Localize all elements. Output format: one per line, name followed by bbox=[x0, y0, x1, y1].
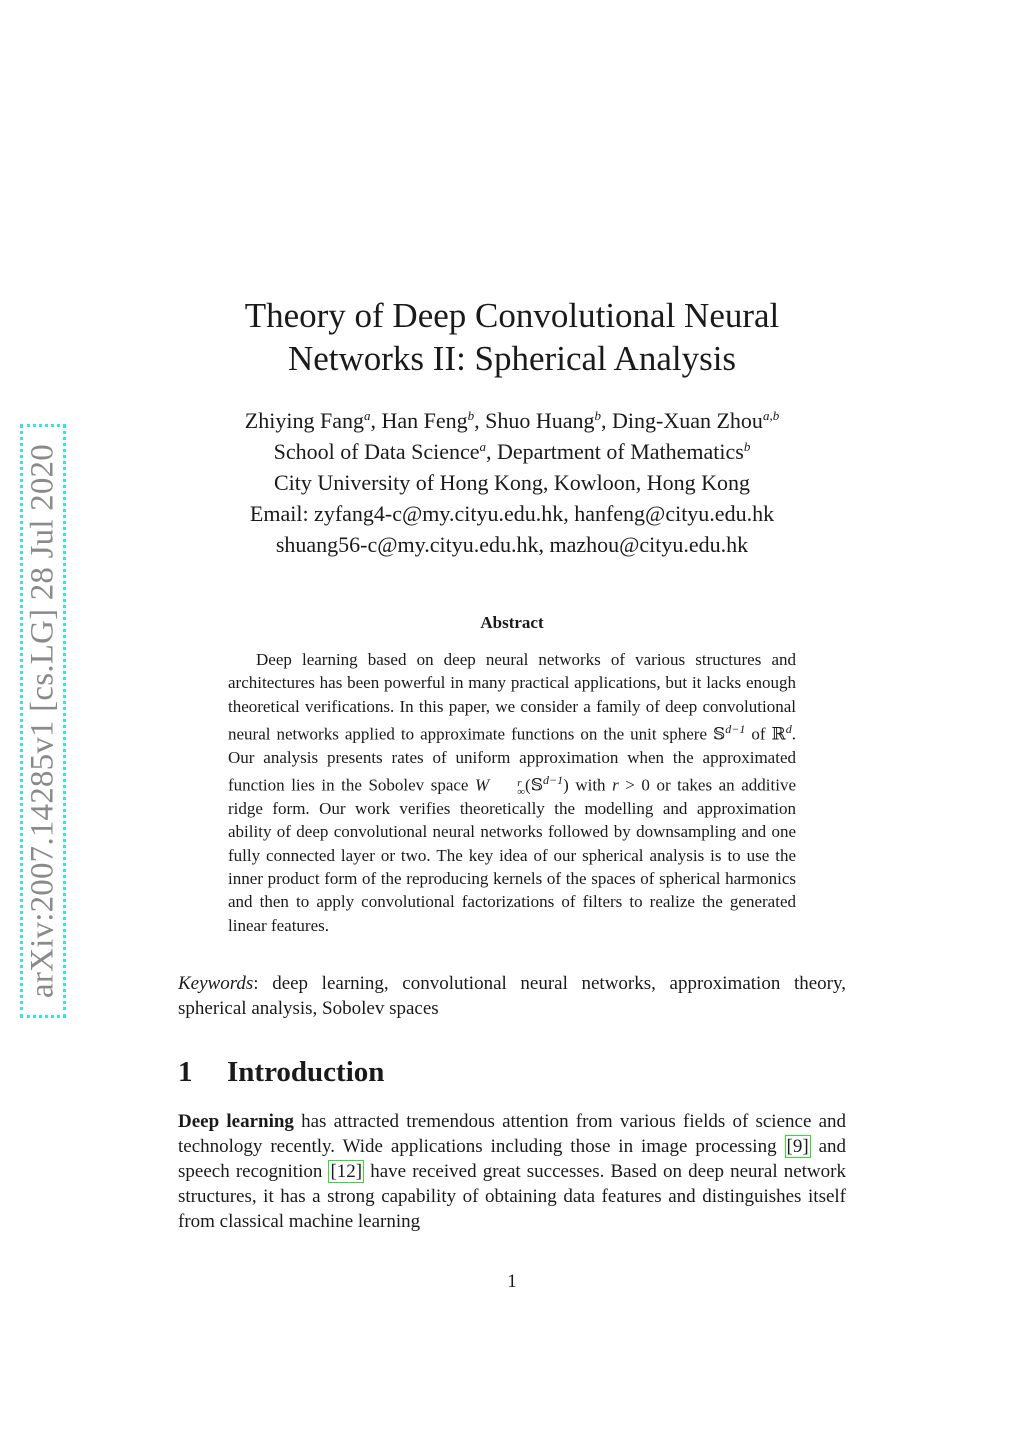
keywords-label: Keywords bbox=[178, 973, 254, 994]
abstract-heading: Abstract bbox=[480, 613, 544, 632]
title-line-2: Networks II: Spherical Analysis bbox=[287, 339, 737, 378]
page-number: 1 bbox=[507, 1271, 517, 1292]
math-real: ℝ bbox=[771, 724, 786, 744]
math-sphere: 𝕊 bbox=[713, 724, 726, 744]
title-line-1: Theory of Deep Convolutional Neural bbox=[244, 296, 780, 335]
email-line-1: Email: zyfang4-c@my.cityu.edu.hk, hanfeng@cityu.edu.hk bbox=[249, 501, 775, 526]
author-name: Ding-Xuan Zhou bbox=[612, 408, 763, 433]
school-data-science: School of Data Science bbox=[273, 439, 480, 464]
citation-link[interactable]: [9] bbox=[786, 1136, 809, 1157]
math-sobolev: W bbox=[475, 775, 490, 795]
section-title: Introduction bbox=[227, 1056, 385, 1088]
abstract-body: Deep learning based on deep neural networks of various structures and architectures has been powerful in many practical applications, but it lacks enough theoretical verifications. In this paper, we consider a family of deep convolutional neural networks applied to approximate functions on the unit sphere 𝕊$^{d-1}$ of ℝ$^d$. Our analysis presents rates of uniform approximation when the approximated function lies in the Sobolev space W r ∞ (𝕊$^{d-1}$) with r > 0 or takes an additive ridge form. Our work verifies theoretically the modelling and approximation ability of deep convolutional neural networks followed by downsampling and one fully connected layer or two. The key idea of our spherical analysis is to use the inner product form of the reproducing kernels of the spaces of spherical harmonics and then to apply convolutional factorizations of filters to realize the generated linear features. bbox=[228, 650, 796, 935]
affiliation-line: School of Data Science$^a$, Department of Mathematics$^b$ bbox=[273, 439, 751, 464]
author-name: Shuo Huang bbox=[485, 408, 595, 433]
intro-paragraph: Deep learning has attracted tremendous attention from various fields of science and technology recently. Wide applications including those in image processing [9] and speech recognition [12] have received great successes. Based on deep neural network structures, it has a strong capability of obtaining data features and distinguishes itself from classical machine learning bbox=[178, 1111, 847, 1232]
author-block bbox=[150, 405, 874, 560]
intro-bold-lead: Deep learning bbox=[178, 1111, 294, 1132]
institution-line: City University of Hong Kong, Kowloon, Hong Kong bbox=[273, 470, 751, 495]
email-line-2: shuang56-c@my.cityu.edu.hk, mazhou@cityu.edu.hk bbox=[275, 532, 749, 557]
section-number: 1 bbox=[178, 1056, 193, 1088]
keywords-text: : deep learning, convolutional neural networks, approximation theory, spherical analysis, Sobolev spaces bbox=[178, 973, 846, 1019]
section-heading bbox=[178, 1056, 384, 1089]
author-name: Zhiying Fang bbox=[244, 408, 364, 433]
department-mathematics: Department of Mathematics bbox=[497, 439, 744, 464]
paper-title bbox=[150, 294, 874, 380]
citation-link[interactable]: [12] bbox=[330, 1161, 363, 1182]
author-names: Zhiying Fang$^a$, Han Feng$^b$, Shuo Huang$^b$, Ding-Xuan Zhou$^{a,b}$ bbox=[244, 408, 780, 433]
author-affiliation: b bbox=[594, 408, 602, 423]
arxiv-id: arXiv:2007.14285v1 [cs.LG] 28 Jul 2020 bbox=[24, 444, 61, 998]
keywords bbox=[178, 971, 846, 1021]
author-affiliation: b bbox=[467, 408, 475, 423]
author-affiliation: a,b bbox=[762, 408, 780, 423]
author-name: Han Feng bbox=[381, 408, 468, 433]
author-affiliation: a bbox=[363, 408, 371, 423]
arxiv-stamp bbox=[20, 424, 66, 1018]
